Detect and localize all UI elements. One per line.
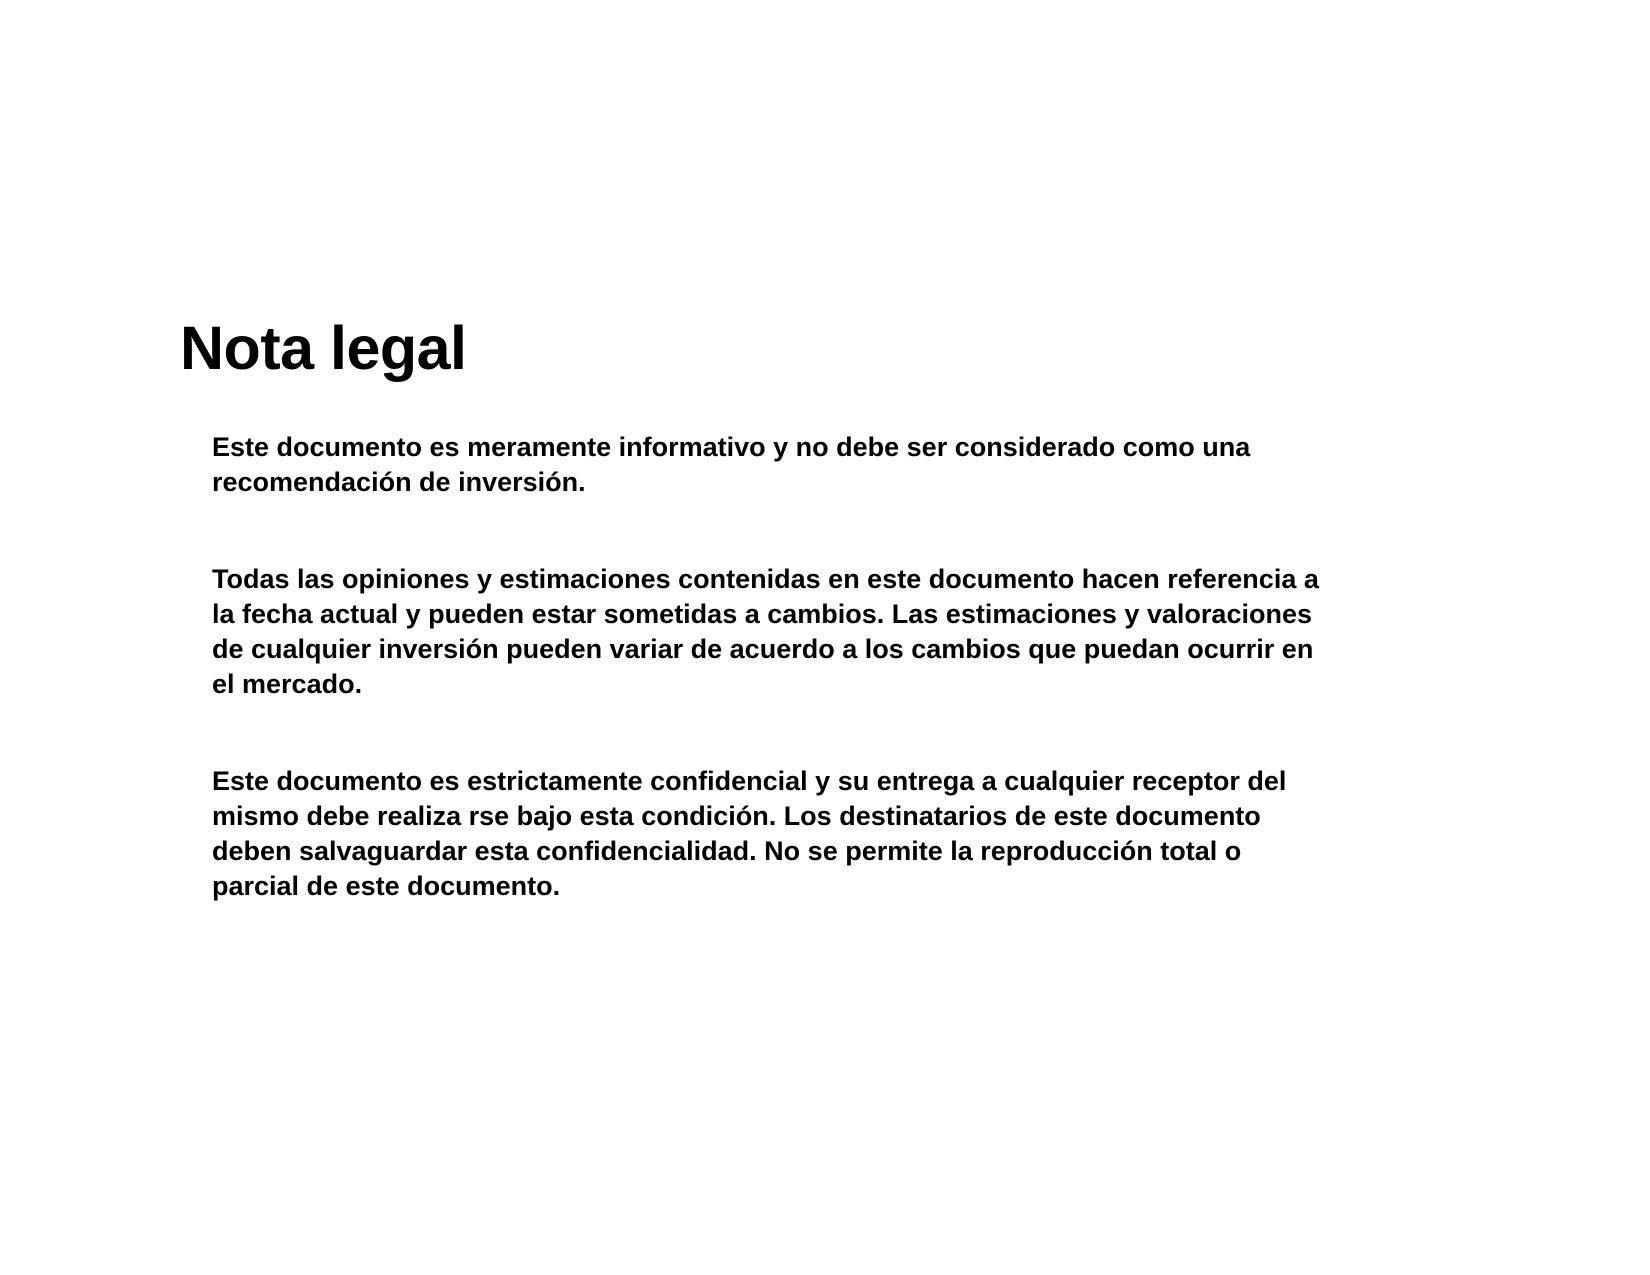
paragraph-confidential: Este documento es estrictamente confidencial y su entrega a cualquier receptor del mismo debe realiza rse bajo esta condición. Los destinatarios de este documento deben salvaguardar esta confidencialidad. No se permite la reproducción total o parcial de este documento. bbox=[212, 766, 1287, 901]
paragraph-informative: Este documento es meramente informativo y no debe ser considerado como una recomendación de inversión. bbox=[212, 432, 1251, 497]
legal-notice-body bbox=[212, 430, 1432, 966]
paragraph-opinions: Todas las opiniones y estimaciones contenidas en este documento hacen referencia a la fecha actual y pueden estar sometidas a cambios. Las estimaciones y valoraciones de cualquier inversión pueden variar de acuerdo a los cambios que puedan ocurrir en el mercado. bbox=[212, 564, 1319, 699]
page-title: Nota legal bbox=[180, 314, 467, 382]
